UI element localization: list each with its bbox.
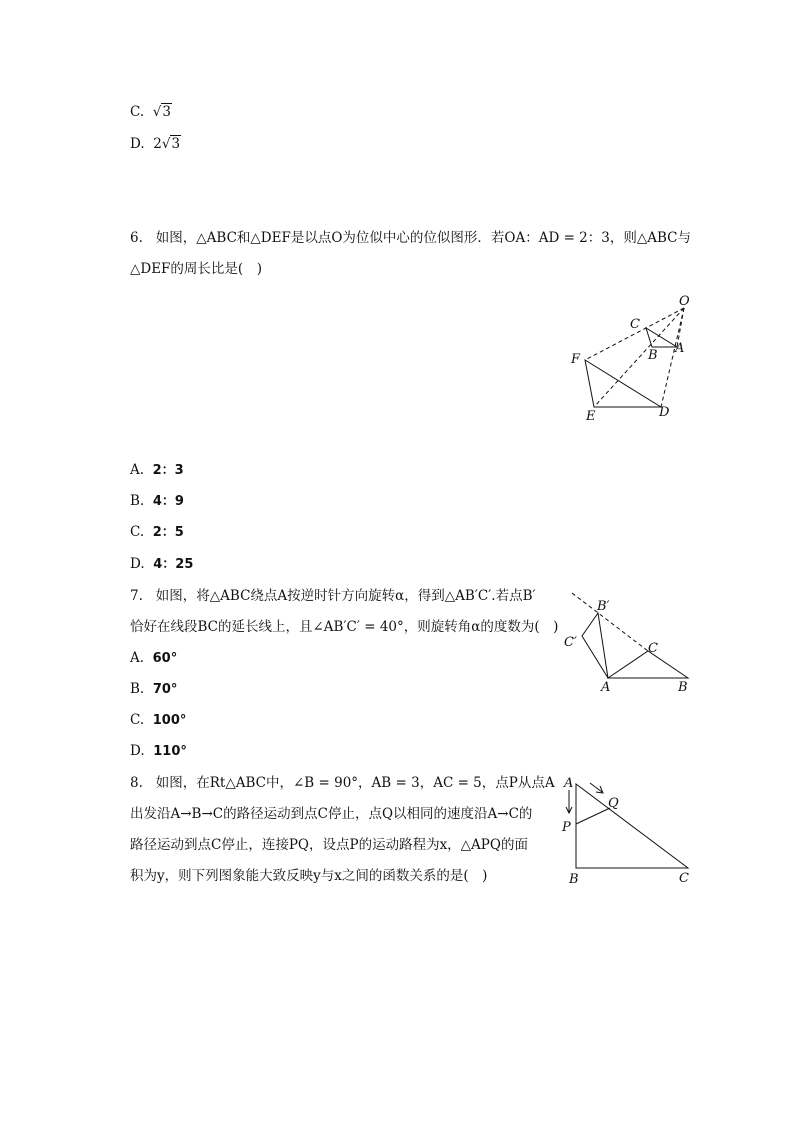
- sqrt-value: √3: [152, 104, 171, 120]
- label-a: A: [675, 341, 685, 356]
- label-c: C: [648, 641, 658, 656]
- label-c-prime: C′: [564, 635, 577, 650]
- question-number: 6.: [130, 230, 143, 246]
- q6-option-d: D. 4：25: [130, 556, 194, 572]
- label-b: B: [678, 680, 688, 695]
- label-f: F: [571, 352, 581, 367]
- label-d: D: [659, 405, 670, 420]
- q6-option-a: A. 2：3: [130, 462, 184, 478]
- label-q: Q: [608, 796, 619, 811]
- label-a: A: [601, 680, 611, 695]
- q8-stem-line4: 积为y，则下列图象能大致反映y与x之间的函数关系的是( ): [130, 868, 488, 884]
- q7-option-b: B. 70°: [130, 681, 178, 697]
- q7-figure: [560, 588, 700, 698]
- q7-option-c: C. 100°: [130, 712, 187, 728]
- option-label: D.: [130, 136, 145, 152]
- q6-stem-line1: 6. 如图，△ABC和△DEF是以点O为位似中心的位似图形．若OA：AD = 2：3，则△ABC与: [130, 230, 691, 246]
- q7-stem-line1: 7. 如图，将△ABC绕点A按逆时针方向旋转α，得到△AB′C′.若点B′: [130, 588, 536, 604]
- q7-option-a: A. 60°: [130, 650, 178, 666]
- label-p: P: [562, 820, 571, 835]
- label-b-prime: B′: [597, 599, 610, 614]
- label-e: E: [586, 409, 596, 424]
- label-a: A: [564, 776, 574, 791]
- q5-option-d: D. 2√3: [130, 136, 181, 152]
- question-number: 7.: [130, 588, 143, 604]
- q6-stem-line2: △DEF的周长比是( ): [130, 261, 262, 277]
- label-o: O: [679, 294, 690, 309]
- q8-stem-line3: 路径运动到点C停止，连接PQ，设点P的运动路程为x，△APQ的面: [130, 837, 528, 853]
- q6-option-c: C. 2：5: [130, 524, 184, 540]
- q8-stem-line1: 8. 如图，在Rt△ABC中，∠B = 90°，AB = 3，AC = 5，点P从点A: [130, 775, 555, 791]
- q6-option-b: B. 4：9: [130, 493, 184, 509]
- label-b: B: [648, 348, 658, 363]
- q5-option-c: [130, 103, 172, 121]
- question-number: 8.: [130, 775, 143, 791]
- q7-stem-line2: 恰好在线段BC的延长线上，且∠AB′C′ = 40°，则旋转角α的度数为( ): [130, 619, 559, 635]
- q7-option-d: D. 110°: [130, 743, 187, 759]
- sqrt-value: √3: [161, 136, 181, 152]
- label-b: B: [569, 872, 579, 887]
- label-c: C: [630, 317, 640, 332]
- q8-figure: [558, 772, 698, 887]
- option-label: C.: [130, 104, 145, 120]
- label-c: C: [679, 871, 689, 886]
- q8-stem-line2: 出发沿A→B→C的路径运动到点C停止，点Q以相同的速度沿A→C的: [130, 806, 533, 822]
- q6-figure: [560, 290, 700, 425]
